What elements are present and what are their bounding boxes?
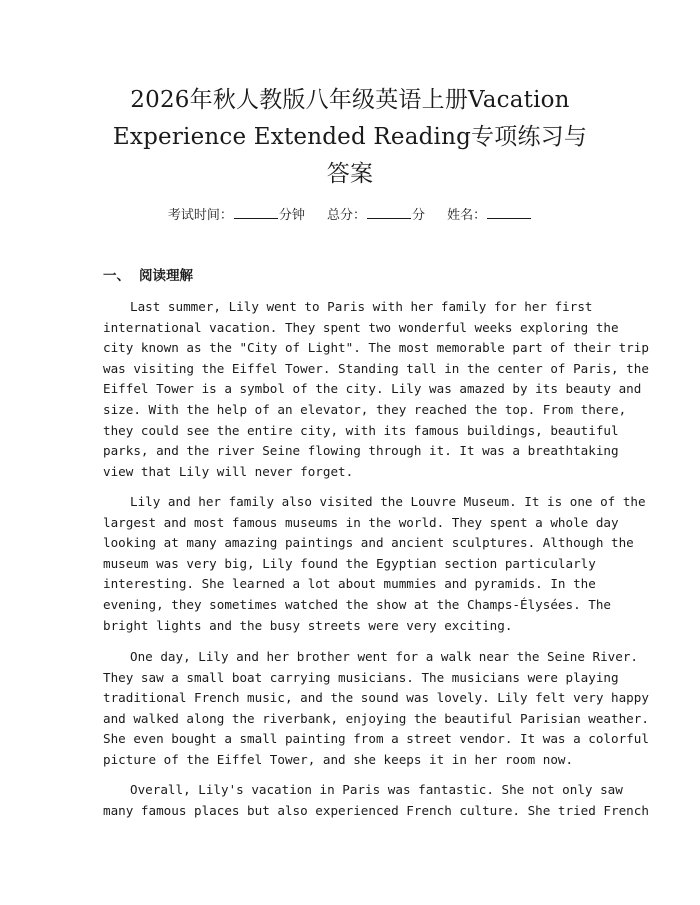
paragraph-line: traditional French music, and the sound was lovely. Lily felt very happy	[103, 690, 649, 706]
section-number: 一、	[103, 268, 130, 284]
section-title: 阅读理解	[139, 268, 193, 284]
student-name-label: 姓名：	[447, 208, 487, 223]
paragraph-line: museum was very big, Lily found the Egyptian section particularly	[103, 555, 596, 571]
passage-paragraph	[103, 492, 646, 636]
exam-time-label: 考试时间：	[167, 208, 233, 223]
paragraph-line: bright lights and the busy streets were very exciting.	[103, 617, 513, 633]
paragraph-line: many famous places but also experienced French culture. She tried French	[103, 802, 649, 818]
passage-paragraph	[103, 297, 649, 482]
paragraph-line: interesting. She learned a lot about mummies and pyramids. In the	[103, 576, 596, 592]
exam-time-blank	[234, 206, 278, 219]
paragraph-line: They saw a small boat carrying musicians. The musicians were playing	[103, 669, 619, 685]
exam-info-row	[0, 206, 700, 225]
paragraph-line: international vacation. They spent two wonderful weeks exploring the	[103, 319, 619, 335]
paragraph-line: parks, and the river Seine flowing through it. It was a breathtaking	[103, 443, 619, 459]
paragraph-line: they could see the entire city, with its famous buildings, beautiful	[103, 422, 619, 438]
total-score-field	[327, 206, 425, 225]
paragraph-line: was visiting the Eiffel Tower. Standing tall in the center of Paris, the	[103, 360, 649, 376]
total-score-label: 总分：	[326, 208, 366, 223]
exam-time-field	[168, 206, 305, 225]
paragraph-line: view that Lily will never forget.	[103, 463, 354, 479]
paragraph-line: city known as the "City of Light". The most memorable part of their trip	[103, 340, 649, 356]
paragraph-line: Last summer, Lily went to Paris with her family for her first	[130, 299, 593, 314]
title-line: 2026年秋人教版八年级英语上册Vacation	[130, 87, 570, 113]
paragraph-line: largest and most famous museums in the world. They spent a whole day	[103, 514, 619, 530]
paragraph-line: evening, they sometimes watched the show at the Champs-Élysées. The	[103, 596, 611, 612]
paragraph-line: and walked along the riverbank, enjoying the beautiful Parisian weather.	[103, 710, 649, 726]
paragraph-line: Eiffel Tower is a symbol of the city. Lily was amazed by its beauty and	[103, 381, 642, 397]
paragraph-line: Lily and her family also visited the Louvre Museum. It is one of the	[130, 494, 646, 509]
title-line: 答案	[326, 161, 374, 187]
paragraph-line: Overall, Lily's vacation in Paris was fantastic. She not only saw	[130, 782, 623, 797]
paragraph-line: One day, Lily and her brother went for a walk near the Seine River.	[130, 649, 638, 664]
paragraph-line: She even bought a small painting from a street vendor. It was a colorful	[103, 731, 649, 747]
paragraph-line: size. With the help of an elevator, they reached the top. From there,	[103, 401, 627, 417]
document-title	[60, 82, 640, 193]
paragraph-line: picture of the Eiffel Tower, and she keeps it in her room now.	[103, 751, 574, 767]
paragraph-line: looking at many amazing paintings and ancient sculptures. Although the	[103, 535, 634, 551]
title-line: Experience Extended Reading专项练习与	[112, 124, 588, 150]
passage-paragraph	[103, 780, 649, 821]
section-heading	[103, 267, 193, 285]
exam-time-unit: 分钟	[278, 208, 305, 223]
total-score-blank	[367, 206, 411, 219]
student-name-blank	[487, 206, 531, 219]
passage-paragraph	[103, 647, 649, 771]
total-score-unit: 分	[412, 208, 426, 223]
student-name-field	[447, 206, 532, 225]
